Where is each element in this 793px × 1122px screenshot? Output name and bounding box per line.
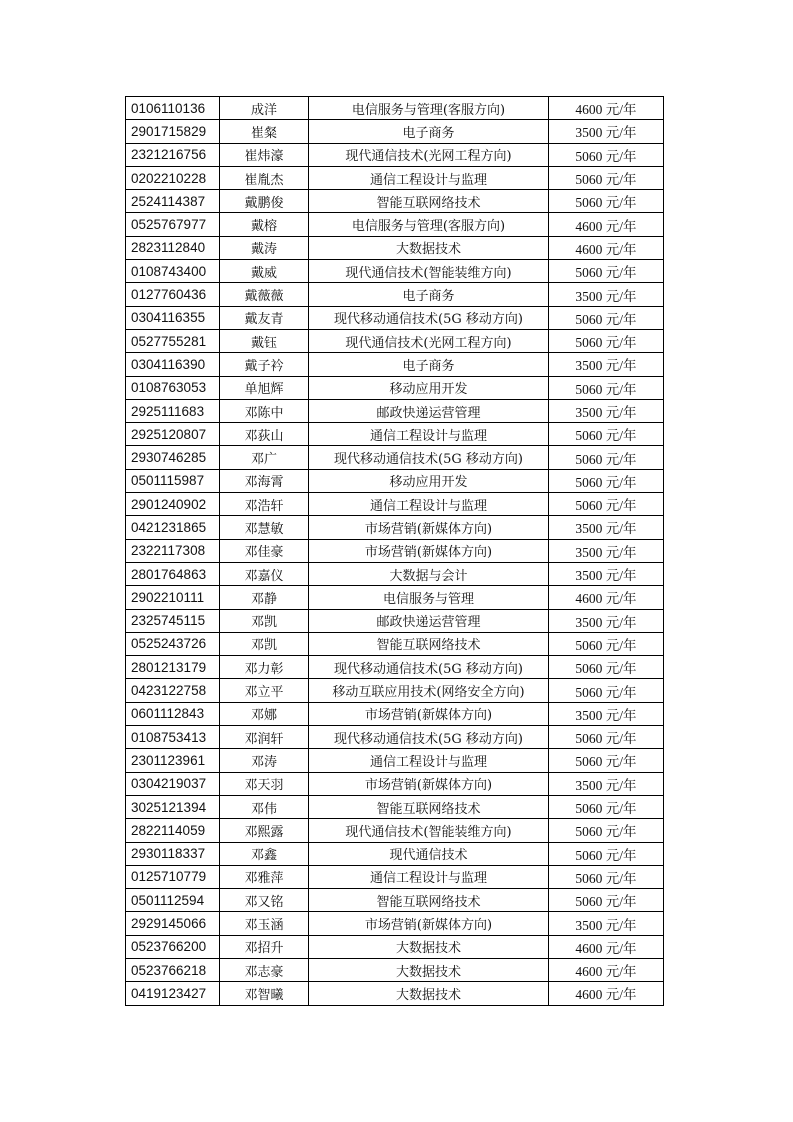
student-id-cell: 2925120807 bbox=[126, 423, 220, 446]
student-name-cell: 邓润轩 bbox=[220, 726, 309, 749]
table-row bbox=[126, 609, 664, 632]
major-cell: 大数据与会计 bbox=[309, 562, 549, 585]
tuition-fee-cell: 4600 元/年 bbox=[549, 97, 664, 120]
student-id-cell: 0501112594 bbox=[126, 889, 220, 912]
student-id-cell: 0108753413 bbox=[126, 726, 220, 749]
tuition-fee-cell: 3500 元/年 bbox=[549, 609, 664, 632]
table-row bbox=[126, 260, 664, 283]
tuition-fee-cell: 5060 元/年 bbox=[549, 865, 664, 888]
student-id-cell: 2823112840 bbox=[126, 236, 220, 259]
major-cell: 智能互联网络技术 bbox=[309, 190, 549, 213]
student-name-cell: 邓慧敏 bbox=[220, 516, 309, 539]
tuition-fee-cell: 5060 元/年 bbox=[549, 656, 664, 679]
tuition-fee-cell: 5060 元/年 bbox=[549, 143, 664, 166]
table-row bbox=[126, 702, 664, 725]
student-id-cell: 0601112843 bbox=[126, 702, 220, 725]
tuition-fee-cell: 5060 元/年 bbox=[549, 446, 664, 469]
student-id-cell: 2524114387 bbox=[126, 190, 220, 213]
student-name-cell: 邓又铭 bbox=[220, 889, 309, 912]
student-id-cell: 2325745115 bbox=[126, 609, 220, 632]
table-row bbox=[126, 423, 664, 446]
major-cell: 电信服务与管理 bbox=[309, 586, 549, 609]
table-row bbox=[126, 935, 664, 958]
table-row bbox=[126, 143, 664, 166]
major-cell: 市场营销(新媒体方向) bbox=[309, 702, 549, 725]
table-row bbox=[126, 889, 664, 912]
major-cell: 大数据技术 bbox=[309, 236, 549, 259]
student-name-cell: 戴榕 bbox=[220, 213, 309, 236]
table-row bbox=[126, 562, 664, 585]
student-name-cell: 邓志豪 bbox=[220, 958, 309, 981]
table-row bbox=[126, 912, 664, 935]
student-id-cell: 0304219037 bbox=[126, 772, 220, 795]
student-name-cell: 邓嘉仪 bbox=[220, 562, 309, 585]
student-name-cell: 邓智曦 bbox=[220, 982, 309, 1005]
tuition-fee-cell: 5060 元/年 bbox=[549, 889, 664, 912]
table-body bbox=[126, 97, 664, 1006]
tuition-fee-cell: 5060 元/年 bbox=[549, 632, 664, 655]
major-cell: 通信工程设计与监理 bbox=[309, 865, 549, 888]
tuition-fee-cell: 3500 元/年 bbox=[549, 516, 664, 539]
student-id-cell: 0304116390 bbox=[126, 353, 220, 376]
major-cell: 邮政快递运营管理 bbox=[309, 399, 549, 422]
table-row bbox=[126, 493, 664, 516]
major-cell: 大数据技术 bbox=[309, 982, 549, 1005]
major-cell: 邮政快递运营管理 bbox=[309, 609, 549, 632]
student-id-cell: 0127760436 bbox=[126, 283, 220, 306]
tuition-fee-cell: 4600 元/年 bbox=[549, 935, 664, 958]
student-id-cell: 2322117308 bbox=[126, 539, 220, 562]
tuition-fee-cell: 3500 元/年 bbox=[549, 353, 664, 376]
major-cell: 大数据技术 bbox=[309, 958, 549, 981]
student-name-cell: 崔粲 bbox=[220, 120, 309, 143]
major-cell: 电子商务 bbox=[309, 353, 549, 376]
student-id-cell: 2901240902 bbox=[126, 493, 220, 516]
table-row bbox=[126, 982, 664, 1005]
major-cell: 通信工程设计与监理 bbox=[309, 749, 549, 772]
student-name-cell: 邓海霄 bbox=[220, 469, 309, 492]
table-row bbox=[126, 376, 664, 399]
table-row bbox=[126, 306, 664, 329]
student-id-cell: 0106110136 bbox=[126, 97, 220, 120]
tuition-fee-cell: 4600 元/年 bbox=[549, 982, 664, 1005]
student-id-cell: 2902210111 bbox=[126, 586, 220, 609]
major-cell: 现代移动通信技术(5G 移动方向) bbox=[309, 656, 549, 679]
major-cell: 智能互联网络技术 bbox=[309, 889, 549, 912]
major-cell: 电信服务与管理(客服方向) bbox=[309, 213, 549, 236]
table-row bbox=[126, 586, 664, 609]
student-name-cell: 邓浩轩 bbox=[220, 493, 309, 516]
student-name-cell: 邓立平 bbox=[220, 679, 309, 702]
student-id-cell: 3025121394 bbox=[126, 795, 220, 818]
student-name-cell: 戴威 bbox=[220, 260, 309, 283]
table-row bbox=[126, 283, 664, 306]
table-row bbox=[126, 236, 664, 259]
student-id-cell: 0108743400 bbox=[126, 260, 220, 283]
table-row bbox=[126, 865, 664, 888]
table-row bbox=[126, 539, 664, 562]
student-id-cell: 2929145066 bbox=[126, 912, 220, 935]
student-id-cell: 0525243726 bbox=[126, 632, 220, 655]
major-cell: 现代移动通信技术(5G 移动方向) bbox=[309, 306, 549, 329]
student-name-cell: 邓力彰 bbox=[220, 656, 309, 679]
table-row bbox=[126, 819, 664, 842]
table-row bbox=[126, 97, 664, 120]
student-id-cell: 2801764863 bbox=[126, 562, 220, 585]
major-cell: 市场营销(新媒体方向) bbox=[309, 516, 549, 539]
student-name-cell: 邓雅萍 bbox=[220, 865, 309, 888]
student-name-cell: 邓陈中 bbox=[220, 399, 309, 422]
student-id-cell: 0525767977 bbox=[126, 213, 220, 236]
student-name-cell: 戴鹏俊 bbox=[220, 190, 309, 213]
student-name-cell: 邓娜 bbox=[220, 702, 309, 725]
student-name-cell: 戴钰 bbox=[220, 329, 309, 352]
student-name-cell: 邓伟 bbox=[220, 795, 309, 818]
student-name-cell: 戴友青 bbox=[220, 306, 309, 329]
major-cell: 通信工程设计与监理 bbox=[309, 423, 549, 446]
student-name-cell: 邓凯 bbox=[220, 609, 309, 632]
student-id-cell: 0423122758 bbox=[126, 679, 220, 702]
tuition-fee-cell: 5060 元/年 bbox=[549, 260, 664, 283]
tuition-fee-cell: 5060 元/年 bbox=[549, 469, 664, 492]
table-row bbox=[126, 469, 664, 492]
student-id-cell: 2321216756 bbox=[126, 143, 220, 166]
student-name-cell: 崔胤杰 bbox=[220, 166, 309, 189]
major-cell: 现代通信技术 bbox=[309, 842, 549, 865]
student-name-cell: 邓静 bbox=[220, 586, 309, 609]
major-cell: 通信工程设计与监理 bbox=[309, 493, 549, 516]
table-row bbox=[126, 795, 664, 818]
tuition-fee-cell: 3500 元/年 bbox=[549, 120, 664, 143]
tuition-fee-cell: 3500 元/年 bbox=[549, 702, 664, 725]
tuition-fee-cell: 4600 元/年 bbox=[549, 958, 664, 981]
student-id-cell: 2801213179 bbox=[126, 656, 220, 679]
student-name-cell: 邓涛 bbox=[220, 749, 309, 772]
student-name-cell: 戴涛 bbox=[220, 236, 309, 259]
student-id-cell: 0304116355 bbox=[126, 306, 220, 329]
tuition-fee-cell: 5060 元/年 bbox=[549, 726, 664, 749]
tuition-fee-cell: 5060 元/年 bbox=[549, 329, 664, 352]
tuition-fee-cell: 3500 元/年 bbox=[549, 399, 664, 422]
tuition-fee-cell: 5060 元/年 bbox=[549, 795, 664, 818]
major-cell: 移动互联应用技术(网络安全方向) bbox=[309, 679, 549, 702]
table-row bbox=[126, 399, 664, 422]
major-cell: 电子商务 bbox=[309, 283, 549, 306]
tuition-fee-cell: 4600 元/年 bbox=[549, 586, 664, 609]
student-name-cell: 邓熙露 bbox=[220, 819, 309, 842]
major-cell: 通信工程设计与监理 bbox=[309, 166, 549, 189]
student-id-cell: 0523766200 bbox=[126, 935, 220, 958]
major-cell: 现代通信技术(智能装维方向) bbox=[309, 819, 549, 842]
tuition-fee-cell: 5060 元/年 bbox=[549, 166, 664, 189]
student-id-cell: 2930118337 bbox=[126, 842, 220, 865]
tuition-fee-cell: 3500 元/年 bbox=[549, 562, 664, 585]
student-id-cell: 0501115987 bbox=[126, 469, 220, 492]
student-id-cell: 0523766218 bbox=[126, 958, 220, 981]
student-name-cell: 邓天羽 bbox=[220, 772, 309, 795]
table-row bbox=[126, 120, 664, 143]
table-row bbox=[126, 166, 664, 189]
student-name-cell: 邓佳豪 bbox=[220, 539, 309, 562]
student-name-cell: 邓玉涵 bbox=[220, 912, 309, 935]
tuition-fee-cell: 5060 元/年 bbox=[549, 679, 664, 702]
tuition-fee-cell: 4600 元/年 bbox=[549, 213, 664, 236]
student-id-cell: 2822114059 bbox=[126, 819, 220, 842]
table-row bbox=[126, 516, 664, 539]
major-cell: 现代通信技术(光网工程方向) bbox=[309, 329, 549, 352]
tuition-fee-cell: 5060 元/年 bbox=[549, 376, 664, 399]
table-row bbox=[126, 772, 664, 795]
student-id-cell: 0527755281 bbox=[126, 329, 220, 352]
table-row bbox=[126, 329, 664, 352]
student-id-cell: 0108763053 bbox=[126, 376, 220, 399]
tuition-fee-cell: 3500 元/年 bbox=[549, 912, 664, 935]
major-cell: 智能互联网络技术 bbox=[309, 632, 549, 655]
student-name-cell: 邓广 bbox=[220, 446, 309, 469]
major-cell: 现代移动通信技术(5G 移动方向) bbox=[309, 446, 549, 469]
student-name-cell: 戴薇薇 bbox=[220, 283, 309, 306]
tuition-fee-cell: 5060 元/年 bbox=[549, 423, 664, 446]
tuition-fee-cell: 5060 元/年 bbox=[549, 842, 664, 865]
student-name-cell: 邓凯 bbox=[220, 632, 309, 655]
student-name-cell: 戴子衿 bbox=[220, 353, 309, 376]
major-cell: 大数据技术 bbox=[309, 935, 549, 958]
major-cell: 市场营销(新媒体方向) bbox=[309, 772, 549, 795]
tuition-fee-cell: 3500 元/年 bbox=[549, 539, 664, 562]
student-id-cell: 0125710779 bbox=[126, 865, 220, 888]
student-name-cell: 单旭辉 bbox=[220, 376, 309, 399]
tuition-fee-cell: 3500 元/年 bbox=[549, 772, 664, 795]
student-id-cell: 0202210228 bbox=[126, 166, 220, 189]
student-name-cell: 邓招升 bbox=[220, 935, 309, 958]
tuition-fee-cell: 5060 元/年 bbox=[549, 819, 664, 842]
major-cell: 电信服务与管理(客服方向) bbox=[309, 97, 549, 120]
student-id-cell: 0421231865 bbox=[126, 516, 220, 539]
major-cell: 智能互联网络技术 bbox=[309, 795, 549, 818]
student-id-cell: 0419123427 bbox=[126, 982, 220, 1005]
table-row bbox=[126, 679, 664, 702]
tuition-fee-cell: 5060 元/年 bbox=[549, 749, 664, 772]
major-cell: 现代通信技术(智能装维方向) bbox=[309, 260, 549, 283]
table-row bbox=[126, 656, 664, 679]
student-name-cell: 邓荻山 bbox=[220, 423, 309, 446]
tuition-fee-cell: 3500 元/年 bbox=[549, 283, 664, 306]
student-name-cell: 成洋 bbox=[220, 97, 309, 120]
student-fee-table bbox=[125, 96, 664, 1006]
major-cell: 现代移动通信技术(5G 移动方向) bbox=[309, 726, 549, 749]
major-cell: 市场营销(新媒体方向) bbox=[309, 539, 549, 562]
major-cell: 移动应用开发 bbox=[309, 469, 549, 492]
tuition-fee-cell: 5060 元/年 bbox=[549, 493, 664, 516]
tuition-fee-cell: 5060 元/年 bbox=[549, 190, 664, 213]
student-id-cell: 2301123961 bbox=[126, 749, 220, 772]
major-cell: 移动应用开发 bbox=[309, 376, 549, 399]
table-row bbox=[126, 190, 664, 213]
major-cell: 市场营销(新媒体方向) bbox=[309, 912, 549, 935]
tuition-fee-cell: 5060 元/年 bbox=[549, 306, 664, 329]
major-cell: 电子商务 bbox=[309, 120, 549, 143]
table-row bbox=[126, 632, 664, 655]
table-row bbox=[126, 213, 664, 236]
student-id-cell: 2925111683 bbox=[126, 399, 220, 422]
table-row bbox=[126, 958, 664, 981]
student-id-cell: 2901715829 bbox=[126, 120, 220, 143]
table-row bbox=[126, 446, 664, 469]
student-id-cell: 2930746285 bbox=[126, 446, 220, 469]
student-name-cell: 崔炜濠 bbox=[220, 143, 309, 166]
student-name-cell: 邓鑫 bbox=[220, 842, 309, 865]
table-row bbox=[126, 353, 664, 376]
major-cell: 现代通信技术(光网工程方向) bbox=[309, 143, 549, 166]
table-row bbox=[126, 749, 664, 772]
table-row bbox=[126, 842, 664, 865]
table-row bbox=[126, 726, 664, 749]
tuition-fee-cell: 4600 元/年 bbox=[549, 236, 664, 259]
